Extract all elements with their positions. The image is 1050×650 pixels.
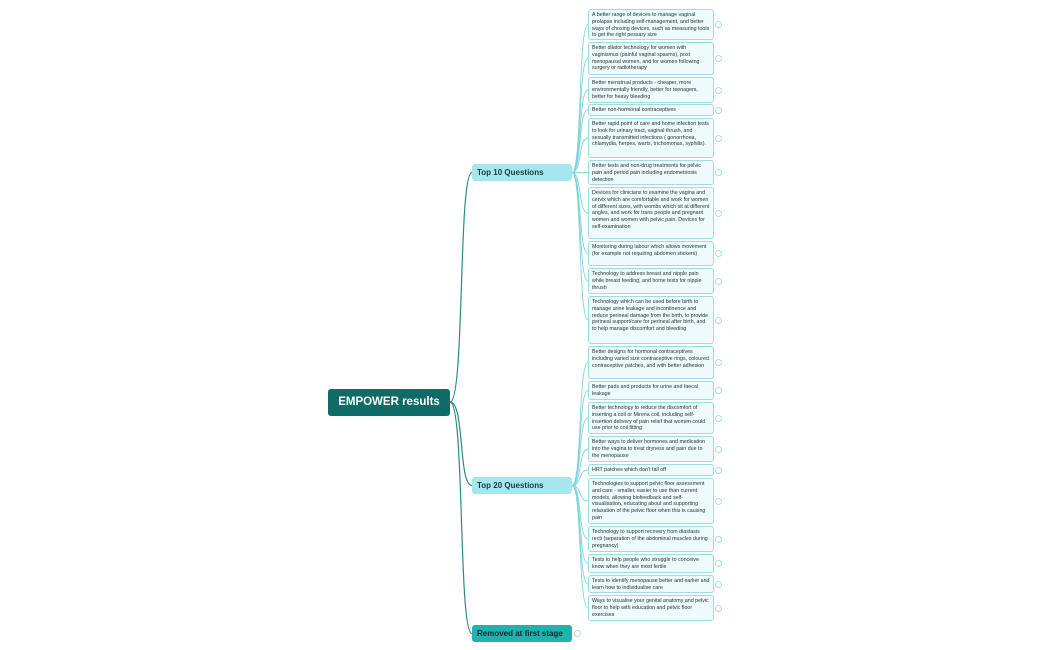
branch-leaf-link — [572, 173, 588, 282]
collapse-circle-icon[interactable] — [715, 446, 722, 453]
collapse-circle-icon[interactable] — [715, 21, 722, 28]
collapse-circle-icon[interactable] — [715, 359, 722, 366]
leaf-node[interactable]: HRT patches which don't fall off — [588, 464, 714, 476]
leaf-node[interactable]: Technologies to support pelvic floor assessment and care - smaller, easier to use than current models, allowing biofeedback and self-visualisation, educating about and supporting relaxation of the pelvic floor when this is causing pain — [588, 478, 714, 524]
collapse-circle-icon[interactable] — [715, 87, 722, 94]
root-node[interactable]: EMPOWER results — [328, 389, 450, 416]
leaf-node[interactable]: Better technology to reduce the discomfort of inserting a coil or Mirena coil, including self-insertion delivery of pain relief that women could use prior to coil fitting — [588, 402, 714, 434]
collapse-circle-icon[interactable] — [715, 210, 722, 217]
leaf-node[interactable]: Better non-hormonal contraceptives — [588, 104, 714, 116]
collapse-circle-icon[interactable] — [715, 250, 722, 257]
leaf-node[interactable]: Technology to address breast and nipple pain while breast feeding, and home tests for nipple thrush — [588, 268, 714, 294]
leaf-node[interactable]: Better menstrual products - cheaper, more environmentally friendly, better for teenagers, better for heavy bleeding — [588, 77, 714, 103]
leaf-node[interactable]: Better designs for hormonal contraceptives including varied size contraceptive rings, coloured contraceptive patches, and with better adhesion — [588, 346, 714, 379]
branch-leaf-link — [572, 25, 588, 173]
collapse-circle-icon[interactable] — [715, 317, 722, 324]
leaf-node[interactable]: Technology to support recovery from diastasis recti (separation of the abdominal muscles during pregnancy) — [588, 526, 714, 552]
collapse-circle-icon[interactable] — [715, 581, 722, 588]
leaf-node[interactable]: Tests to help people who struggle to conceive know when they are most fertile — [588, 554, 714, 573]
root-branch-link — [450, 402, 472, 486]
leaf-node[interactable]: Tests to identify menopause better and earlier and learn how to individualise care — [588, 575, 714, 593]
collapse-circle-icon[interactable] — [715, 415, 722, 422]
collapse-circle-icon[interactable] — [715, 135, 722, 142]
branch-node[interactable]: Removed at first stage — [472, 625, 572, 642]
leaf-node[interactable]: Monitoring during labour which allows movement (for example not requiring abdomen stickers) — [588, 241, 714, 266]
branch-node[interactable]: Top 20 Questions — [472, 477, 572, 494]
leaf-node[interactable]: Better ways to deliver hormones and medication into the vagina to treat dryness and pain due to the menopause — [588, 436, 714, 462]
leaf-node[interactable]: Better tests and non-drug treatments for pelvic pain and period pain including endometriosis detection — [588, 160, 714, 185]
branch-node[interactable]: Top 10 Questions — [472, 164, 572, 181]
collapse-circle-icon[interactable] — [715, 467, 722, 474]
leaf-node[interactable]: Devices for clinicians to examine the vagina and cervix which are comfortable and work for women of different sizes, with wombs which sit at different angles, and work for trans people and pregnant women and women with pelvic pain. Devices for self-examination — [588, 187, 714, 239]
collapse-circle-icon[interactable] — [715, 560, 722, 567]
collapse-circle-icon[interactable] — [715, 605, 722, 612]
collapse-circle-icon[interactable] — [715, 387, 722, 394]
collapse-circle-icon[interactable] — [715, 169, 722, 176]
collapse-circle-icon[interactable] — [715, 536, 722, 543]
branch-leaf-link — [572, 173, 588, 214]
leaf-node[interactable]: Better dilator technology for women with vaginismus (painful vaginal spasms), post menopausal women, and for women following surgery or radiotherapy — [588, 42, 714, 75]
collapse-circle-icon[interactable] — [715, 107, 722, 114]
branch-leaf-link — [572, 391, 588, 486]
branch-leaf-link — [572, 486, 588, 609]
collapse-circle-icon[interactable] — [715, 278, 722, 285]
leaf-node[interactable]: Ways to visualise your genital anatomy and pelvic floor to help with education and pelvic floor exercises — [588, 595, 714, 621]
collapse-circle-icon[interactable] — [715, 55, 722, 62]
leaf-node[interactable]: A better range of devices to manage vaginal prolapse including self-management, and better ways of chosing devices, such as measuring tools to get the right pessary size — [588, 9, 714, 40]
leaf-node[interactable]: Better rapid point of care and home infection tests to look for urinary tract, vaginal thrush, and sexually transmitted infections ( gonorrhoea, chlamydia, herpes, warts, trichomonas, syphilis). — [588, 118, 714, 158]
root-branch-link — [450, 173, 472, 403]
leaf-node[interactable]: Better pads and products for urine and faecal leakage — [588, 381, 714, 400]
collapse-circle-icon[interactable] — [715, 498, 722, 505]
collapse-circle-icon[interactable] — [574, 630, 581, 637]
leaf-node[interactable]: Technology which can be used before birth to manage urine leakage and incontinence and reduce perineal damage from the birth, to provide perineal support/care for perineal after birth, and to help manage discomfort and bleeding — [588, 296, 714, 344]
